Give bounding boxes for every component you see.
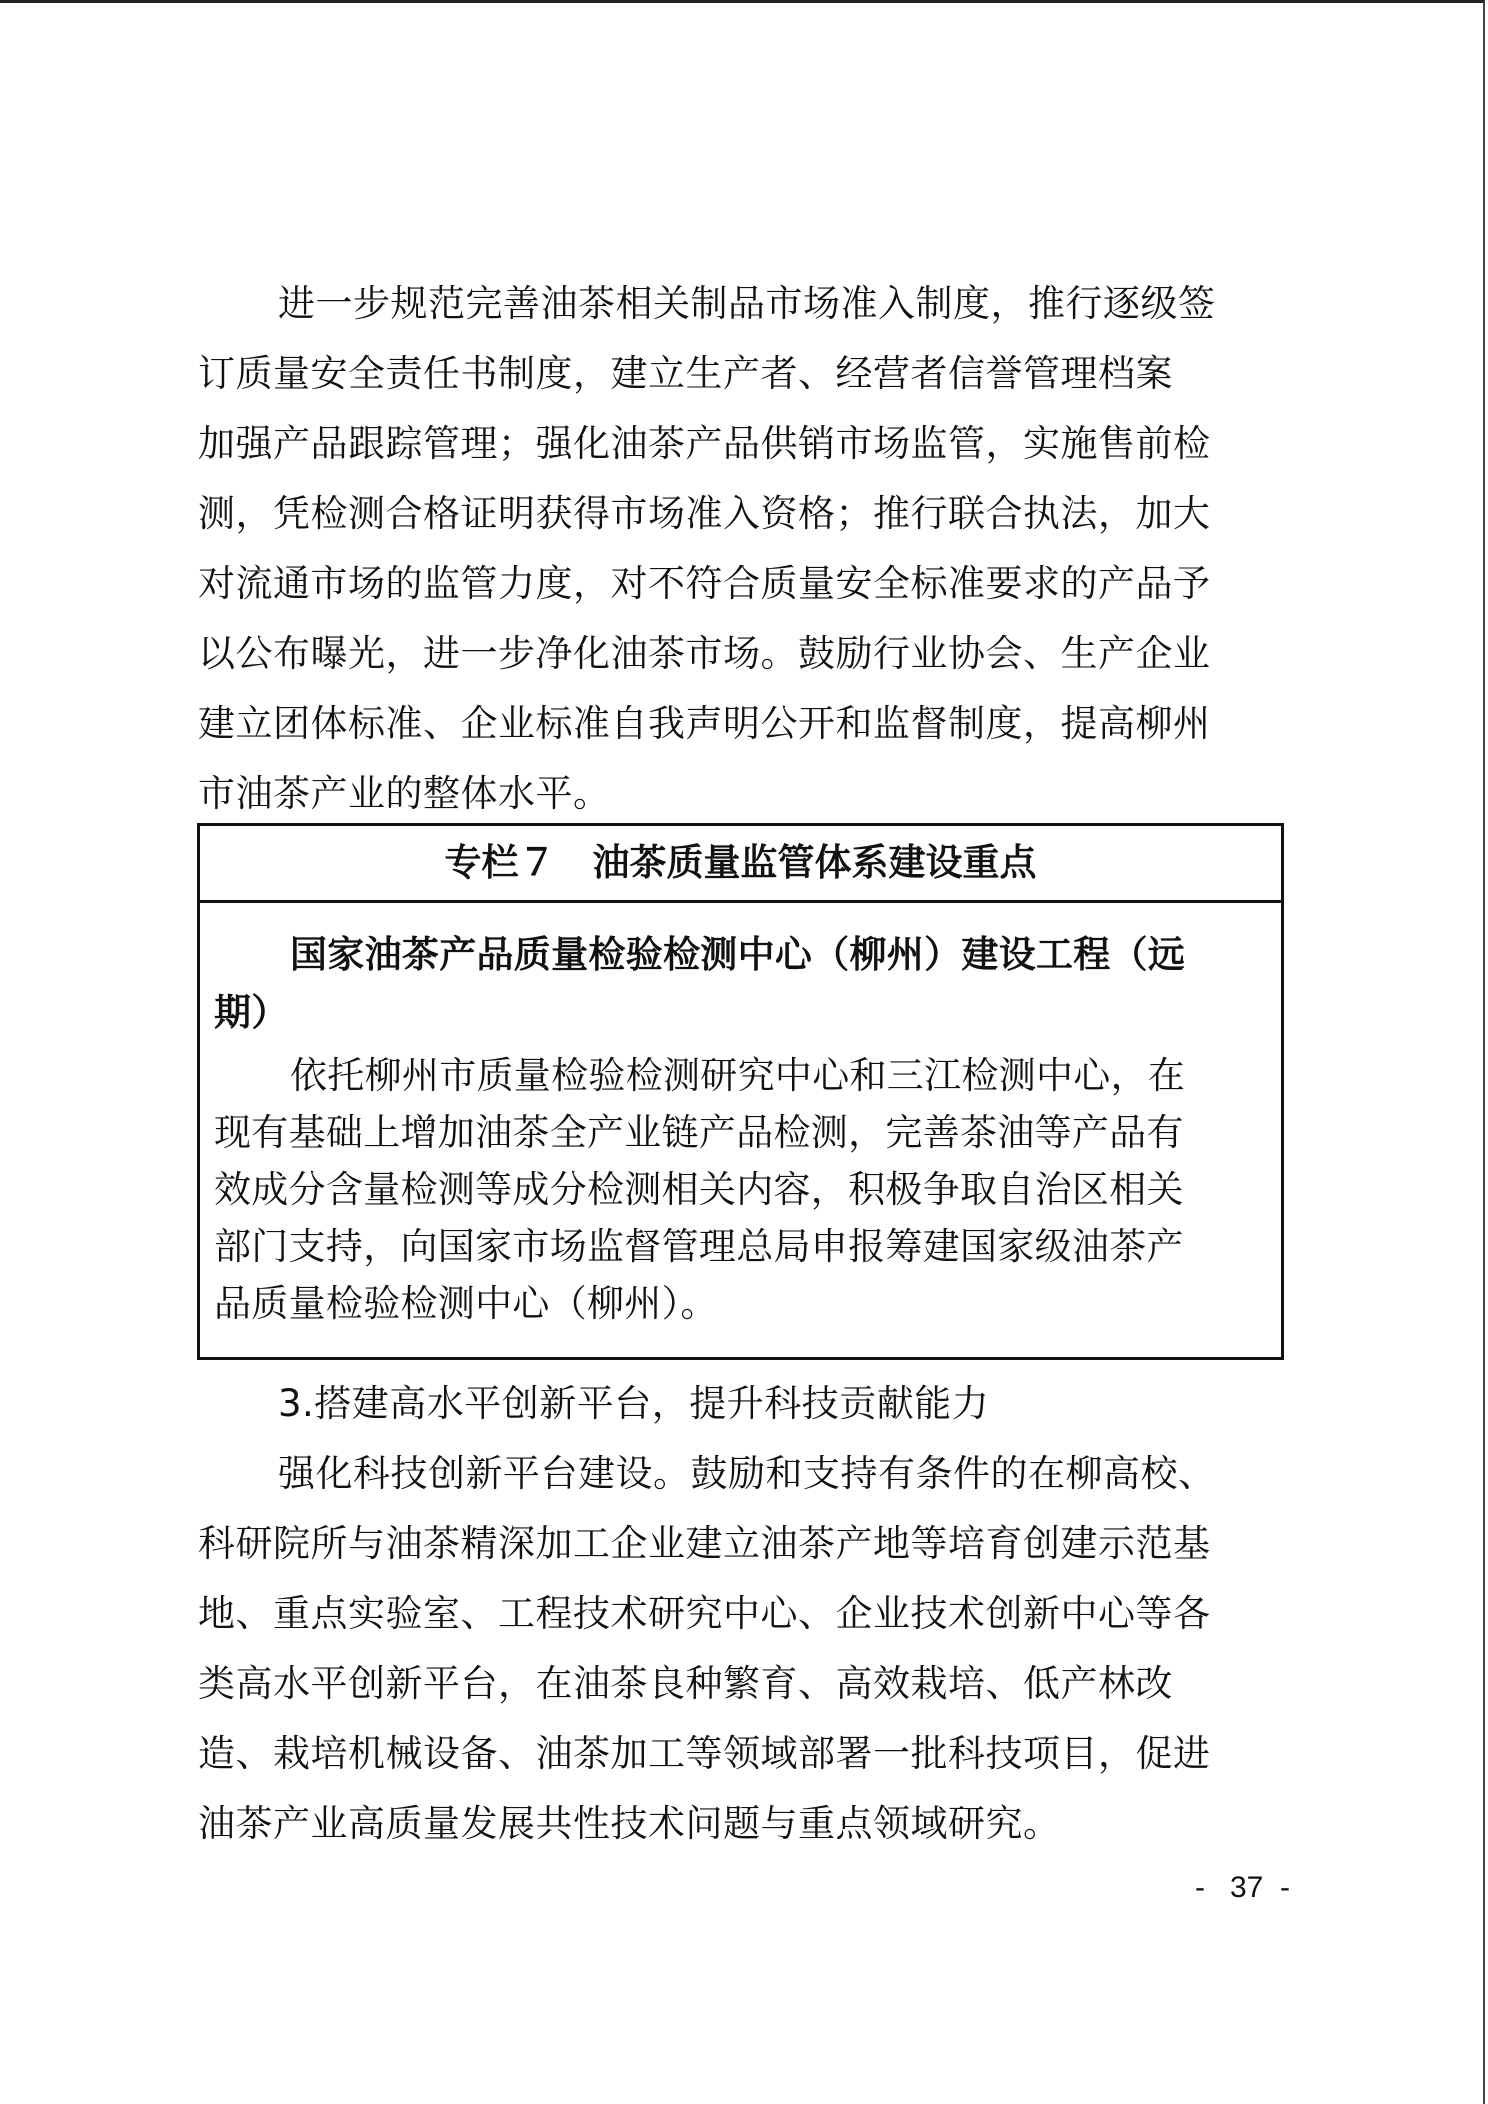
text-line: 进一步规范完善油茶相关制品市场准入制度，推行逐级签	[278, 282, 1216, 325]
feature-box	[197, 823, 1284, 1360]
box-text-line: 品质量检验检测中心（柳州）。	[214, 1282, 718, 1325]
section-heading: 3.搭建高水平创新平台，提升科技贡献能力	[278, 1382, 990, 1425]
project-heading-line: 期）	[214, 991, 289, 1034]
text-line: 测，凭检测合格证明获得市场准入资格；推行联合执法，加大	[198, 492, 1211, 535]
page-number: - 37 -	[1195, 1871, 1291, 1904]
text-line: 油茶产业高质量发展共性技术问题与重点领域研究。	[198, 1802, 1061, 1845]
text-line: 强化科技创新平台建设。鼓励和支持有条件的在柳高校、	[278, 1452, 1216, 1495]
box-text-line: 现有基础上增加油茶全产业链产品检测，完善茶油等产品有	[214, 1111, 1184, 1154]
box-text-line: 部门支持，向国家市场监督管理总局申报筹建国家级油茶产	[214, 1225, 1184, 1268]
project-heading-line: 国家油茶产品质量检验检测中心（柳州）建设工程（远	[290, 933, 1186, 976]
text-line: 加强产品跟踪管理；强化油茶产品供销市场监管，实施售前检	[198, 422, 1211, 465]
text-line: 订质量安全责任书制度，建立生产者、经营者信誉管理档案	[198, 352, 1173, 395]
text-line: 以公布曝光，进一步净化油茶市场。鼓励行业协会、生产企业	[198, 632, 1211, 675]
text-line: 科研院所与油茶精深加工企业建立油茶产地等培育创建示范基	[198, 1522, 1211, 1565]
text-line: 地、重点实验室、工程技术研究中心、企业技术创新中心等各	[198, 1592, 1211, 1635]
text-line: 对流通市场的监管力度，对不符合质量安全标准要求的产品予	[198, 562, 1211, 605]
box-text-line: 效成分含量检测等成分检测相关内容，积极争取自治区相关	[214, 1168, 1184, 1211]
feature-box-title: 专栏７ 油茶质量监管体系建设重点	[200, 826, 1281, 903]
text-line: 建立团体标准、企业标准自我声明公开和监督制度，提高柳州	[198, 702, 1211, 745]
text-line: 造、栽培机械设备、油茶加工等领域部署一批科技项目，促进	[198, 1732, 1211, 1775]
text-line: 类高水平创新平台，在油茶良种繁育、高效栽培、低产林改	[198, 1662, 1173, 1705]
box-text-line: 依托柳州市质量检验检测研究中心和三江检测中心，在	[290, 1054, 1186, 1097]
text-line: 市油茶产业的整体水平。	[198, 772, 611, 815]
